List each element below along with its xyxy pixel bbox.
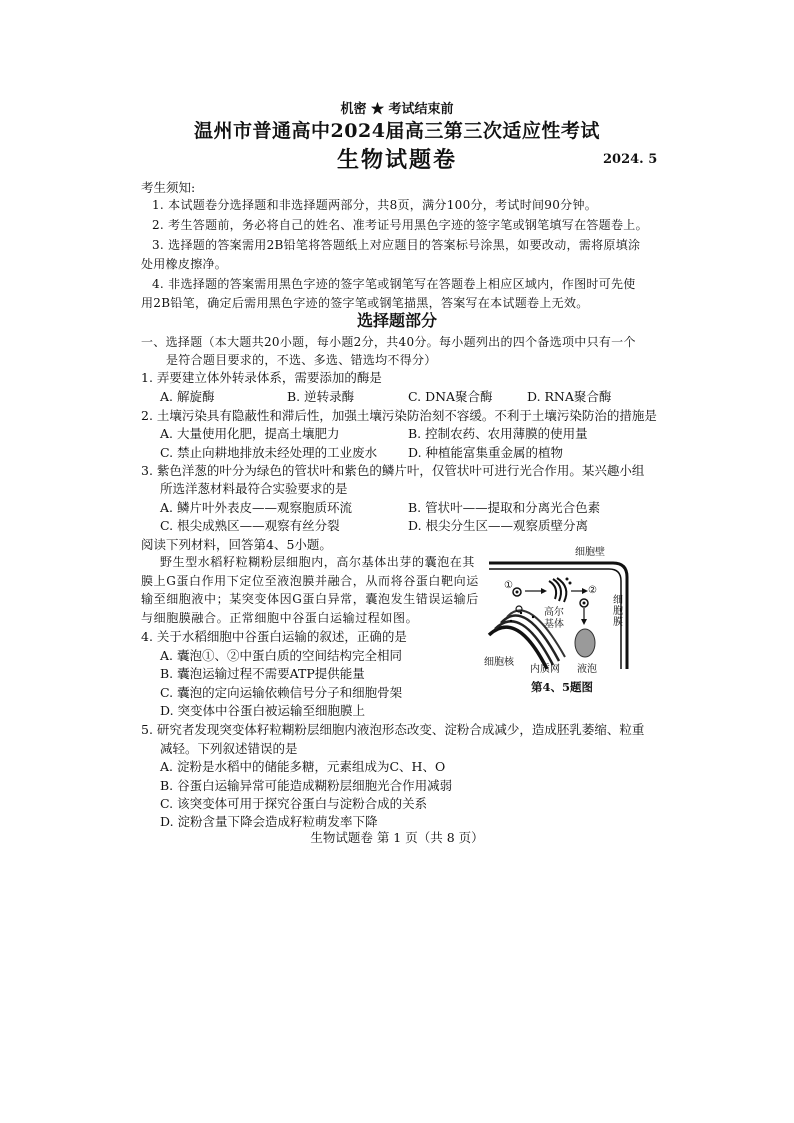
golgi-cisterna [549, 581, 556, 599]
exam-title: 温州市普通高中2024届高三第三次适应性考试 [194, 120, 600, 142]
label-vesicle-2: ② [588, 585, 597, 596]
question-4-stem: 4. 关于水稻细胞中谷蛋白运输的叙述，正确的是 [141, 629, 407, 644]
label-er: 内质网 [530, 664, 560, 675]
question-4-option-b: B. 囊泡运输过程不需要ATP提供能量 [160, 666, 365, 681]
notice-item: 4. 非选择题的答案需用黑色字迹的签字笔或钢笔写在答题卷上相应区域内，作图时可先使 [152, 277, 636, 291]
notice-item: 1. 本试题卷分选择题和非选择题两部分，共8页，满分100分，考试时间90分钟。 [152, 198, 598, 212]
notice-item: 处用橡皮擦净。 [141, 257, 228, 271]
label-vacuole: 液泡 [577, 664, 597, 675]
reading-intro: 阅读下列材料，回答第4、5小题。 [141, 537, 332, 552]
label-cell-membrane: 细胞膜 [613, 595, 623, 628]
paper-subtitle: 生物试题卷 [336, 147, 457, 173]
page-footer: 生物试题卷 第 1 页（共 8 页） [310, 830, 484, 845]
question-3-option-d: D. 根尖分生区——观察质壁分离 [408, 518, 589, 533]
question-3-stem: 3. 紫色洋葱的叶分为绿色的管状叶和紫色的鳞片叶，仅管状叶可进行光合作用。某兴趣小组 [141, 463, 645, 478]
question-1-option-c: C. DNA聚合酶 [408, 389, 493, 404]
reading-line: 输至细胞液中；某突变体因G蛋白异常，囊泡发生错误运输后 [141, 592, 479, 606]
ribosome-dot [510, 620, 512, 622]
question-3-option-a: A. 鳞片叶外表皮——观察胞质环流 [160, 500, 352, 515]
question-1-option-b: B. 逆转录酶 [287, 389, 355, 404]
question-2-stem: 2. 土壤污染具有隐蔽性和滞后性，加强土壤污染防治刻不容缓。不利于土壤污染防治的措施是 [141, 408, 657, 423]
question-1-stem: 1. 弄要建立体外转录体系，需要添加的酶是 [141, 370, 382, 385]
question-5-option-a: A. 淀粉是水稻中的储能多糖，元素组成为C、H、O [160, 759, 446, 774]
label-nucleus: 细胞核 [484, 657, 514, 668]
vacuole [575, 629, 595, 657]
section-title: 选择题部分 [356, 311, 437, 330]
arrow-head [541, 588, 547, 594]
figure-caption: 第4、5题图 [531, 680, 594, 694]
arrow-head [581, 619, 587, 625]
confidential-mark: 机密 ★ 考试结束前 [340, 102, 454, 117]
label-vesicle-1: ① [504, 580, 513, 591]
reading-line: 野生型水稻籽粒糊粉层细胞内，高尔基体出芽的囊泡在其 [160, 555, 476, 569]
question-4-option-d: D. 突变体中谷蛋白被运输至细胞膜上 [160, 703, 366, 718]
question-3-option-b: B. 管状叶——提取和分离光合色素 [408, 500, 601, 515]
golgi-vesicle [569, 582, 572, 585]
question-4-option-a: A. 囊泡①、②中蛋白质的空间结构完全相同 [160, 648, 402, 663]
question-3-option-c: C. 根尖成熟区——观察有丝分裂 [160, 518, 340, 533]
cell-diagram-figure [481, 543, 633, 673]
label-golgi-line2: 基体 [544, 619, 564, 630]
question-5-stem-cont: 减轻。下列叙述错误的是 [160, 741, 298, 756]
exam-date: 2024. 5 [603, 152, 658, 167]
vesicle-1-content [516, 591, 519, 594]
question-5-stem: 5. 研究者发现突变体籽粒糊粉层细胞内液泡形态改变、淀粉合成减少，造成胚乳萎缩、粒重 [141, 722, 645, 737]
question-2-option-b: B. 控制农药、农用薄膜的使用量 [408, 426, 588, 441]
question-2-option-d: D. 种植能富集重金属的植物 [408, 445, 564, 460]
notice-item: 用2B铅笔，确定后需用黑色字迹的签字笔或钢笔描黑，答案写在本试题卷上无效。 [141, 296, 589, 310]
golgi-cisterna [553, 579, 561, 601]
question-1-option-d: D. RNA聚合酶 [527, 389, 612, 404]
ribosome-dot [532, 616, 534, 618]
golgi-vesicle [566, 578, 569, 581]
notice-item: 2. 考生答题前，务必将自己的姓名、准考证号用黑色字迹的签字笔或钢笔填写在答题卷上。 [152, 218, 648, 232]
section-instructions: 一、选择题（本大题共20小题，每小题2分，共40分。每小题列出的四个备选项中只有一个 [141, 335, 636, 349]
question-4-option-c: C. 囊泡的定向运输依赖信号分子和细胞骨架 [160, 685, 403, 700]
question-5-option-b: B. 谷蛋白运输异常可能造成糊粉层细胞光合作用减弱 [160, 778, 453, 793]
question-5-option-c: C. 该突变体可用于探究谷蛋白与淀粉合成的关系 [160, 796, 428, 811]
vesicle-2-content [583, 602, 586, 605]
question-2-option-c: C. 禁止向耕地排放未经处理的工业废水 [160, 445, 378, 460]
question-5-option-d: D. 淀粉含量下降会造成籽粒萌发率下降 [160, 814, 378, 829]
question-1-option-a: A. 解旋酶 [160, 389, 215, 404]
question-3-stem-cont: 所选洋葱材料最符合实验要求的是 [160, 481, 348, 496]
question-2-option-a: A. 大量使用化肥，提高土壤肥力 [160, 426, 340, 441]
reading-line: 与细胞膜融合。正常细胞中谷蛋白运输过程如图。 [141, 611, 419, 625]
notice-heading: 考生须知: [141, 180, 196, 195]
reading-line: 膜上G蛋白作用下定位至液泡膜并融合，从而将谷蛋白靶向运 [141, 574, 479, 588]
section-instructions-cont: 是符合题目要求的，不选、多选、错选均不得分） [166, 353, 437, 367]
label-golgi-line1: 高尔 [544, 607, 564, 618]
label-cell-wall: 细胞壁 [575, 547, 605, 558]
notice-item: 3. 选择题的答案需用2B铅笔将答题纸上对应题目的答案标号涂黑，如要改动，需将原填涂 [152, 238, 641, 252]
